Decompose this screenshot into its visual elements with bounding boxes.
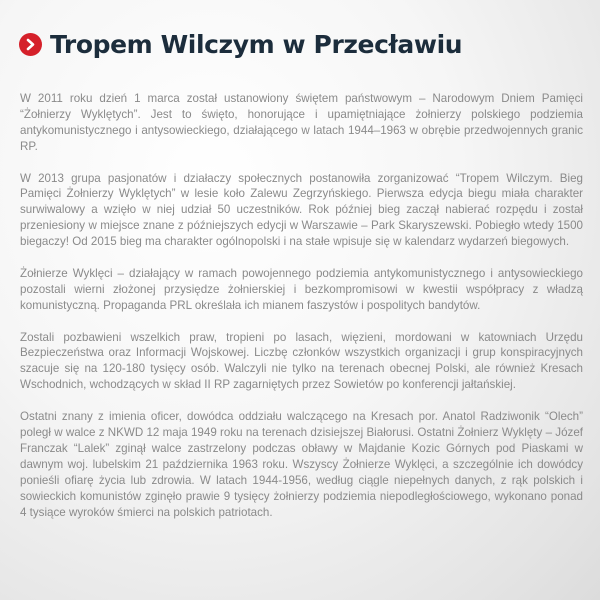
header [19, 30, 462, 59]
paragraph-1: W 2011 roku dzień 1 marca został ustanowiony świętem państwowym – Narodowym Dniem Pamięci “Żołnierzy Wyklętych”. Jest to święto, honorujące i upamiętniające żołnierzy polskiego podziemia antykomunistycznego i antysowieckiego, działającego w latach 1944–1963 w obrębie przedwojennych granic RP. [20, 92, 583, 153]
paragraph-2: W 2013 grupa pasjonatów i działaczy społecznych postanowiła zorganizować “Tropem Wilczym. Bieg Pamięci Żołnierzy Wyklętych” w lesie koło Zalewu Zegrzyńskiego. Pierwsza edycja biegu miała charakter surwiwalowy a wzięło w niej udział 50 uczestników. Rok później bieg zaczął nabierać rozpędu i został przeniesiony w miejsce znane z późniejszych edycji w Warszawie – Park Skaryszewski. Pobiegło wtedy 1500 biegaczy! Od 2015 bieg ma charakter ogólnopolski i na stałe wpisuje się w kalendarz wydarzeń biegowych. [20, 171, 583, 249]
paragraph-4: Zostali pozbawieni wszelkich praw, tropieni po lasach, więzieni, mordowani w katowniach Urzędu Bezpieczeństwa oraz Informacji Wojskowej. Liczbę członków wszystkich organizacji i grup konspiracyjnych szacuje się na 120-180 tysięcy osób. Walczyli nie tylko na terenach obecnej Polski, ale również Kresach Wschodnich, wchodzących w skład II RP zagarniętych przez Sowietów po konferencji jałtańskiej. [20, 330, 583, 392]
chevron-right-icon [19, 33, 42, 56]
article-body [20, 91, 583, 536]
paragraph-3: Żołnierze Wyklęci – działający w ramach powojennego podziemia antykomunistycznego i antysowieckiego pozostali wierni złożonej przysiędze żołnierskiej i bezkompromisowi w kwestii współpracy z władzą komunistyczną. Propaganda PRL określała ich mianem faszystów i pospolitych bandytów. [20, 266, 583, 312]
page-title: Tropem Wilczym w Przecławiu [50, 30, 463, 59]
paragraph-5: Ostatni znany z imienia oficer, dowódca oddziału walczącego na Kresach por. Anatol Radziwonik “Olech” poległ w walce z NKWD 12 maja 1949 roku na terenach dzisiejszej Białorusi. Ostatni Żołnierz Wyklęty – Józef Franczak “Lalek” zginął walce zastrzelony podczas obławy w Majdanie Kozic Górnych pod Piaskami w dawnym woj. lubelskim 21 października 1963 roku. Wszyscy Żołnierze Wyklęci, a szczególnie ich dowódcy ponieśli ofiarę życia lub zdrowia. W latach 1944-1956, według ciągle niepełnych danych, z rąk polskich i sowieckich komunistów zginęło prawie 9 tysięcy żołnierzy podziemia niepodległościowego, wykonano ponad 4 tysiące wyroków śmierci na polskich patriotach. [20, 410, 583, 519]
